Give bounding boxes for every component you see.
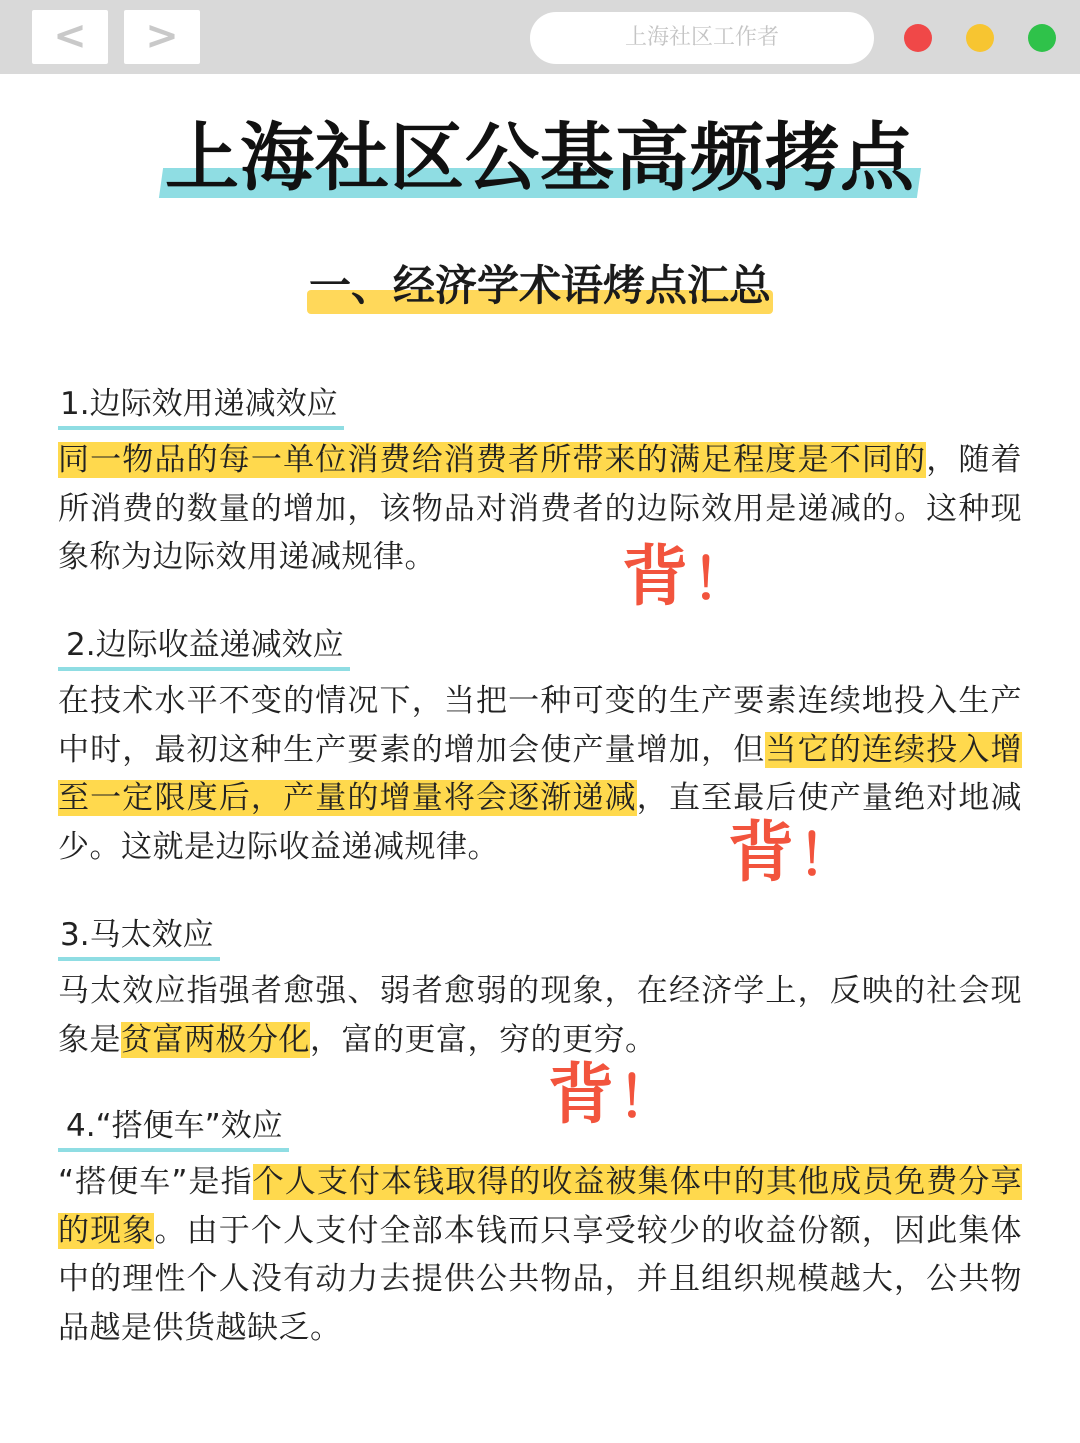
- body-text: ，直至最后使产量绝对地减少。这就是边际收益递减规律。: [58, 780, 1023, 865]
- body-text: 在技术水平不变的情况下，当把一种可变的生产要素连续地投入生产中时，最初这种生产要素的增加会使产量增加，但: [58, 683, 1022, 768]
- yellow-dot-icon[interactable]: [966, 24, 994, 52]
- body-text: ，随着所消费的数量的增加，该物品对消费者的边际效用是递减的。这种现象称为边际效用递减规律。: [58, 442, 1022, 575]
- section-text: [58, 1158, 1022, 1352]
- section-text: [58, 967, 1022, 1064]
- section-text: [58, 677, 1022, 871]
- body-text: ，富的更富，穷的更穷。: [310, 1021, 657, 1058]
- section-4: [58, 1106, 1022, 1352]
- forward-button[interactable]: >: [124, 10, 200, 64]
- highlight-text: 贫富两极分化: [121, 1021, 310, 1058]
- green-dot-icon[interactable]: [1028, 24, 1056, 52]
- subtitle-area: [0, 256, 1080, 316]
- section-3: [58, 915, 1022, 1064]
- memorize-stamp: 背！: [728, 814, 858, 891]
- browser-toolbar: [0, 0, 1080, 74]
- memorize-stamp: 背！: [548, 1056, 678, 1133]
- body-text: 马太效应指强者愈强、弱者愈弱的现象，在经济学上，反映的社会现象是: [58, 973, 1022, 1058]
- title-area: [0, 112, 1080, 204]
- address-bar[interactable]: 上海社区工作者: [530, 12, 874, 64]
- memorize-stamp: 背！: [622, 538, 752, 615]
- page-title: 上海社区公基高频拷点: [159, 112, 921, 204]
- body-text: “搭便车”是指: [58, 1164, 253, 1200]
- section-heading: 1.边际效用递减效应: [58, 384, 344, 430]
- section-title: 一、经济学术语烤点汇总: [303, 256, 777, 316]
- section-2: [58, 625, 1022, 871]
- highlight-text: 当它的连续投入增至一定限度后，产量的增量将会逐渐递减: [58, 731, 1023, 816]
- highlight-text: 同一物品的每一单位消费给消费者所带来的满足程度是不同的: [58, 442, 927, 478]
- section-heading: 4.“搭便车”效应: [58, 1106, 289, 1152]
- section-text: [58, 436, 1022, 582]
- red-dot-icon[interactable]: [904, 24, 932, 52]
- section-heading: 3.马太效应: [58, 915, 220, 961]
- body-text: 。由于个人支付全部本钱而只享受较少的收益份额，因此集体中的理性个人没有动力去提供公共物品，并且组织规模越大，公共物品越是供货越缺乏。: [58, 1212, 1023, 1346]
- highlight-text: 个人支付本钱取得的收益被集体中的其他成员免费分享的现象: [58, 1164, 1023, 1249]
- section-1: [58, 384, 1022, 582]
- section-heading: 2.边际收益递减效应: [58, 625, 350, 671]
- back-button[interactable]: <: [32, 10, 108, 64]
